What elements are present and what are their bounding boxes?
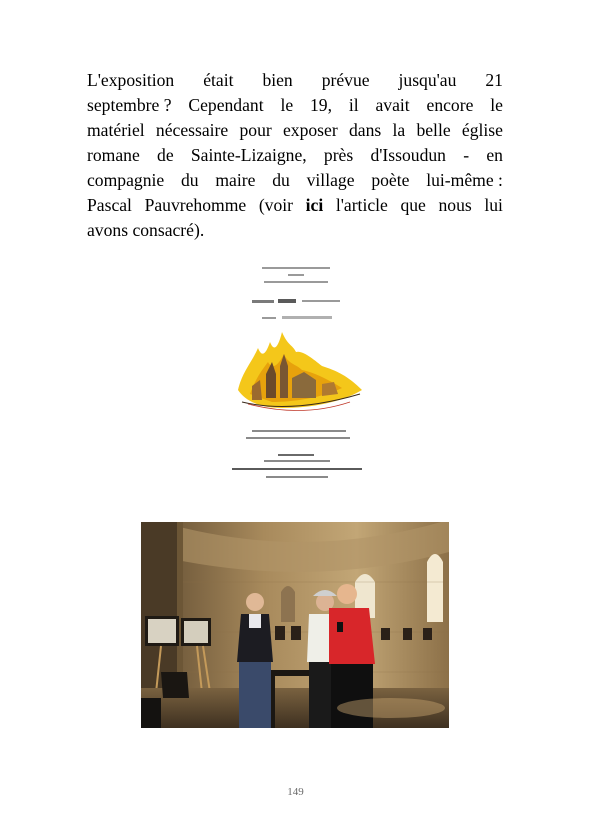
paragraph-word: compagnie [87,170,165,190]
paragraph-word: que [400,195,426,215]
paragraph-word: Pauvrehomme [144,195,247,215]
paragraph-word: encore [426,95,474,115]
paragraph-word: matériel [87,120,145,140]
paragraph-word: de [157,145,174,165]
paragraph-word: 21 [485,70,503,90]
paragraph-word: près [323,145,354,165]
paragraph-word: avons consacré). [87,220,205,240]
paragraph-word: église [461,120,503,140]
paragraph-word: belle [416,120,451,140]
paragraph-word: jusqu'au [398,70,457,90]
paragraph-word: 19, [310,95,332,115]
paragraph-word: d'Issoudun [370,145,446,165]
paragraph-word: le [490,95,503,115]
page-number: 149 [287,786,304,798]
paragraph-word: Cependant [188,95,264,115]
exhibition-poster-image [222,262,370,490]
paragraph-word: le [280,95,294,115]
paragraph-word: lui-même : [426,170,503,190]
paragraph-line [87,68,503,93]
paragraph-line [87,93,503,118]
paragraph-word: Sainte-Lizaigne, [190,145,307,165]
paragraph-line [87,193,503,218]
paragraph-word: était [203,70,234,90]
paragraph-line [87,168,503,193]
paragraph-word: dans [348,120,382,140]
paragraph-word: maire [215,170,256,190]
paragraph-line [87,143,503,168]
paragraph-word: romane [87,145,140,165]
article-link[interactable]: ici [305,195,324,215]
paragraph-word: Pascal [87,195,132,215]
paragraph-word: bien [262,70,293,90]
paragraph-word: pour [239,120,272,140]
paragraph-word: l'article [335,195,388,215]
paragraph-word: du [180,170,199,190]
paragraph-word: nécessaire [155,120,229,140]
paragraph-word: - [463,145,470,165]
photo-graphic [141,522,449,728]
paragraph-word: (voir [258,195,294,215]
church-photo-image [141,522,449,728]
paragraph-word: la [392,120,406,140]
paragraph-word: septembre ? [87,95,172,115]
paragraph-word: L'exposition [87,70,175,90]
paragraph-word: du [272,170,290,190]
body-paragraph [87,68,503,243]
paragraph-word: village [306,170,355,190]
paragraph-word: exposer [282,120,338,140]
paragraph-word: en [486,145,503,165]
paragraph-line [87,218,503,243]
poster-graphic [222,262,370,490]
paragraph-line [87,118,503,143]
paragraph-word: il [348,95,359,115]
paragraph-word: poète [371,170,410,190]
paragraph-word: lui [484,195,503,215]
paragraph-word: prévue [321,70,370,90]
paragraph-word: avait [375,95,410,115]
paragraph-word: nous [438,195,472,215]
